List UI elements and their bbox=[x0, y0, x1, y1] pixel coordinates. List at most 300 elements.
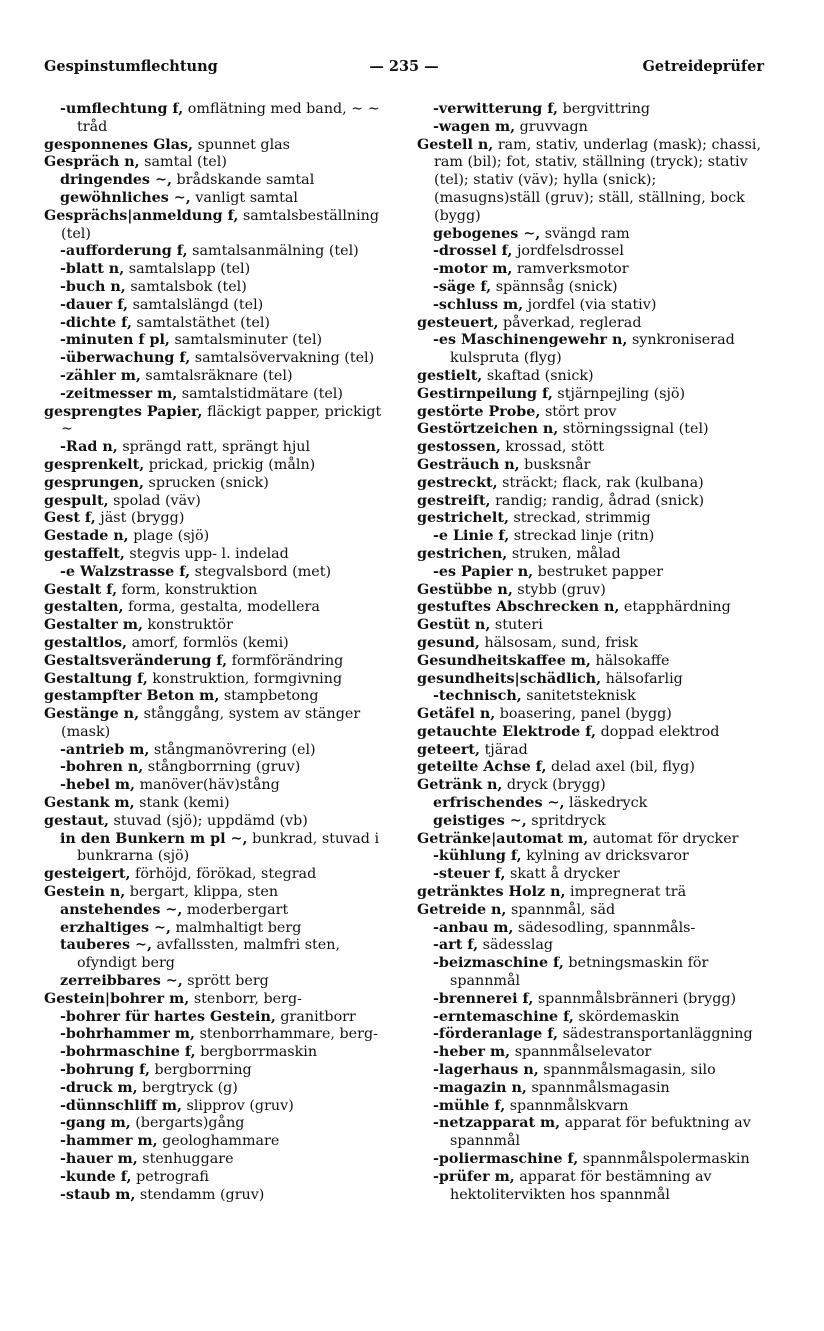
entry-term: -gang m, bbox=[60, 1115, 131, 1132]
dictionary-entry bbox=[44, 920, 396, 938]
dictionary-entry bbox=[44, 261, 396, 279]
dictionary-entry bbox=[44, 902, 396, 920]
entry-translation: spunnet glas bbox=[197, 136, 291, 153]
entry-term: -antrieb m, bbox=[60, 741, 150, 758]
entry-translation: stjärnpejling (sjö) bbox=[557, 385, 686, 402]
entry-translation: spannmålsmagasin, silo bbox=[543, 1062, 716, 1079]
entry-translation: stenhuggare bbox=[142, 1151, 234, 1168]
dictionary-entry bbox=[44, 777, 396, 795]
entry-translation: synkroniserad kulspruta (flyg) bbox=[450, 332, 735, 367]
entry-translation: jordfel (via stativ) bbox=[527, 296, 657, 313]
dictionary-entry bbox=[417, 315, 765, 333]
entry-term: Gestein|bohrer m, bbox=[44, 990, 190, 1007]
dictionary-entry bbox=[44, 1151, 396, 1169]
entry-translation: bergart, klippa, sten bbox=[129, 884, 279, 901]
entry-term: -poliermaschine f, bbox=[433, 1151, 579, 1168]
entry-translation: moderbergart bbox=[186, 901, 289, 918]
dictionary-entry bbox=[417, 582, 765, 600]
entry-term: Gestübbe n, bbox=[417, 581, 513, 598]
entry-term: -bohren n, bbox=[60, 759, 144, 776]
entry-term: -dauer f, bbox=[60, 296, 129, 313]
entry-translation: stenborrhammare, berg- bbox=[199, 1026, 378, 1043]
entry-translation: konstruktör bbox=[147, 617, 233, 634]
dictionary-entry bbox=[417, 332, 765, 368]
dictionary-entry bbox=[417, 635, 765, 653]
entry-translation: sanitetsteknisk bbox=[526, 688, 636, 705]
dictionary-entry bbox=[44, 991, 396, 1009]
page-header bbox=[44, 58, 764, 78]
entry-term: gestaut, bbox=[44, 812, 109, 829]
entry-translation: spritdryck bbox=[531, 812, 606, 829]
entry-term: gesteuert, bbox=[417, 314, 499, 331]
entry-term: -Rad n, bbox=[60, 439, 118, 456]
dictionary-entry bbox=[417, 866, 765, 884]
entry-translation: streckad, strimmig bbox=[513, 510, 651, 527]
entry-term: gestielt, bbox=[417, 367, 483, 384]
dictionary-entry bbox=[417, 1062, 765, 1080]
entry-translation: apparat för befuktning av spannmål bbox=[450, 1115, 751, 1150]
entry-term: -hammer m, bbox=[60, 1133, 158, 1150]
entry-translation: spännsåg (snick) bbox=[495, 278, 618, 295]
dictionary-entry bbox=[44, 404, 396, 440]
entry-term: -bohrhammer m, bbox=[60, 1026, 196, 1043]
entry-term: -magazin n, bbox=[433, 1079, 527, 1096]
entry-term: gesprenkelt, bbox=[44, 456, 145, 473]
dictionary-entry bbox=[44, 190, 396, 208]
entry-translation: stånggång, system av stänger (mask) bbox=[61, 706, 361, 740]
dictionary-entry bbox=[44, 475, 396, 493]
entry-term: -zeitmesser m, bbox=[60, 385, 178, 402]
entry-term: Getränke|automat m, bbox=[417, 830, 589, 847]
entry-translation: brådskande samtal bbox=[176, 172, 315, 189]
entry-translation: samtalstidmätare (tel) bbox=[181, 385, 343, 402]
entry-term: gestreckt, bbox=[417, 474, 498, 491]
entry-translation: spannmålskvarn bbox=[509, 1097, 629, 1114]
entry-term: -drossel f, bbox=[433, 243, 513, 260]
entry-translation: ramverksmotor bbox=[516, 261, 629, 278]
dictionary-entry bbox=[417, 884, 765, 902]
dictionary-entry bbox=[44, 101, 396, 137]
entry-translation: kylning av dricksvaror bbox=[526, 848, 689, 865]
dictionary-entry bbox=[417, 688, 765, 706]
entry-translation: avfallssten, malmfri sten, ofyndigt berg bbox=[77, 937, 341, 972]
dictionary-entry bbox=[44, 1115, 396, 1133]
entry-translation: bunkrad, stuvad i bunkrarna (sjö) bbox=[77, 830, 380, 865]
entry-term: -kühlung f, bbox=[433, 848, 522, 865]
dictionary-entry bbox=[44, 564, 396, 582]
dictionary-entry bbox=[44, 457, 396, 475]
entry-translation: spannmålselevator bbox=[514, 1044, 652, 1061]
entry-term: erzhaltiges ∼, bbox=[60, 919, 171, 936]
entry-term: Gestalter m, bbox=[44, 617, 143, 634]
entry-translation: bestruket papper bbox=[537, 563, 664, 580]
dictionary-entry bbox=[417, 279, 765, 297]
dictionary-entry bbox=[417, 777, 765, 795]
dictionary-entry bbox=[417, 1115, 765, 1151]
entry-translation: stegvalsbord (met) bbox=[194, 563, 332, 580]
entry-term: -zähler m, bbox=[60, 367, 141, 384]
entry-translation: amorf, formlös (kemi) bbox=[131, 634, 289, 651]
entry-term: Gestank m, bbox=[44, 795, 135, 812]
entry-translation: stybb (gruv) bbox=[517, 581, 606, 598]
entry-translation: form, konstruktion bbox=[121, 581, 258, 598]
entry-translation: stampbetong bbox=[223, 688, 319, 705]
entry-translation: omflätning med band, ∼ ∼ tråd bbox=[77, 101, 380, 135]
dictionary-entry bbox=[44, 688, 396, 706]
entry-translation: störningssignal (tel) bbox=[562, 421, 709, 438]
entry-term: getauchte Elektrode f, bbox=[417, 723, 597, 740]
entry-translation: fläckigt papper, prickigt ∼ bbox=[61, 403, 382, 438]
dictionary-entry bbox=[44, 866, 396, 884]
entry-translation: apparat för bestämning av hektolitervikten hos spannmål bbox=[450, 1168, 712, 1203]
entry-term: -bohrmaschine f, bbox=[60, 1044, 196, 1061]
entry-translation: struken, målad bbox=[511, 545, 621, 562]
entry-translation: spolad (väv) bbox=[113, 492, 201, 509]
entry-translation: manöver(häv)stång bbox=[139, 777, 280, 794]
entry-translation: slipprov (gruv) bbox=[186, 1097, 294, 1114]
dictionary-entry bbox=[44, 1009, 396, 1027]
entry-term: -bohrung f, bbox=[60, 1062, 150, 1079]
entry-term: -steuer f, bbox=[433, 866, 506, 883]
entry-translation: sprucken (snick) bbox=[148, 474, 269, 491]
entry-term: gestalten, bbox=[44, 599, 124, 616]
dictionary-entry bbox=[44, 546, 396, 564]
entry-term: dringendes ∼, bbox=[60, 172, 172, 189]
header-first-entry: Gespinstumflechtung bbox=[44, 58, 218, 75]
entry-term: gespult, bbox=[44, 492, 109, 509]
entry-translation: randig; randig, ådrad (snick) bbox=[495, 492, 705, 509]
entry-translation: vanligt samtal bbox=[195, 189, 298, 206]
dictionary-entry bbox=[44, 706, 396, 742]
entry-term: -motor m, bbox=[433, 261, 513, 278]
entry-term: Gestein n, bbox=[44, 884, 126, 901]
entry-translation: jordfelsdrossel bbox=[516, 243, 624, 260]
entry-term: Gestörtzeichen n, bbox=[417, 421, 559, 438]
dictionary-entry bbox=[44, 315, 396, 333]
entry-translation: samtalsbok (tel) bbox=[130, 278, 247, 295]
entry-translation: prickad, prickig (måln) bbox=[148, 456, 316, 473]
entry-term: -förderanlage f, bbox=[433, 1026, 559, 1043]
entry-term: Gestalt f, bbox=[44, 581, 118, 598]
entry-term: Gestaltsveränderung f, bbox=[44, 652, 228, 669]
entry-term: -schluss m, bbox=[433, 296, 524, 313]
entry-term: Gestade n, bbox=[44, 528, 129, 545]
entry-term: gestreift, bbox=[417, 492, 491, 509]
dictionary-entry bbox=[417, 848, 765, 866]
entry-translation: granitborr bbox=[280, 1008, 356, 1025]
dictionary-entry bbox=[417, 261, 765, 279]
entry-translation: (bergarts)gång bbox=[135, 1115, 245, 1132]
entry-term: zerreibbares ∼, bbox=[60, 973, 183, 990]
entry-term: gebogenes ∼, bbox=[433, 225, 541, 242]
dictionary-entry bbox=[44, 154, 396, 172]
entry-translation: sprängd ratt, sprängt hjul bbox=[122, 439, 311, 456]
entry-term: -e Linie f, bbox=[433, 528, 510, 545]
dictionary-entry bbox=[44, 653, 396, 671]
entry-translation: sprött berg bbox=[187, 973, 269, 990]
entry-translation: spannmålsmagasin bbox=[531, 1079, 670, 1096]
page-number: — 235 — bbox=[369, 58, 439, 75]
entry-translation: stångmanövrering (el) bbox=[153, 741, 316, 758]
dictionary-entry bbox=[417, 119, 765, 137]
dictionary-entry bbox=[44, 332, 396, 350]
dictionary-entry bbox=[417, 404, 765, 422]
entry-translation: gruvvagn bbox=[519, 118, 588, 135]
entry-translation: stenborr, berg- bbox=[193, 990, 302, 1007]
entry-translation: stångborrning (gruv) bbox=[147, 759, 301, 776]
entry-term: Gestüt n, bbox=[417, 617, 491, 634]
entry-translation: plage (sjö) bbox=[133, 528, 210, 545]
entry-translation: petrografi bbox=[136, 1168, 209, 1185]
entry-translation: tjärad bbox=[484, 741, 528, 758]
dictionary-entry bbox=[417, 617, 765, 635]
dictionary-entry bbox=[44, 1187, 396, 1205]
dictionary-entry bbox=[44, 386, 396, 404]
dictionary-entry bbox=[417, 724, 765, 742]
entry-term: gestörte Probe, bbox=[417, 403, 541, 420]
dictionary-entry bbox=[417, 368, 765, 386]
dictionary-entry bbox=[44, 1098, 396, 1116]
dictionary-entry bbox=[44, 350, 396, 368]
entry-term: Getäfel n, bbox=[417, 706, 496, 723]
entry-term: -blatt n, bbox=[60, 261, 125, 278]
entry-translation: hälsokaffe bbox=[595, 652, 670, 669]
dictionary-entry bbox=[44, 973, 396, 991]
dictionary-entry bbox=[417, 671, 765, 689]
dictionary-entry bbox=[417, 1044, 765, 1062]
entry-translation: stank (kemi) bbox=[139, 795, 230, 812]
dictionary-entry bbox=[417, 706, 765, 724]
dictionary-entry bbox=[417, 546, 765, 564]
entry-term: gestaltlos, bbox=[44, 634, 128, 651]
entry-translation: betningsmaskin för spannmål bbox=[450, 955, 709, 990]
dictionary-entry bbox=[417, 902, 765, 920]
dictionary-entry bbox=[417, 831, 765, 849]
entry-translation: hälsosam, sund, frisk bbox=[484, 634, 638, 651]
entry-term: Gestirnpeilung f, bbox=[417, 385, 553, 402]
dictionary-entry bbox=[44, 1080, 396, 1098]
entry-term: gesteigert, bbox=[44, 866, 131, 883]
dictionary-entry bbox=[417, 101, 765, 119]
dictionary-entry bbox=[44, 1044, 396, 1062]
entry-term: -hebel m, bbox=[60, 777, 136, 794]
dictionary-entry bbox=[417, 1151, 765, 1169]
entry-term: gestuftes Abschrecken n, bbox=[417, 599, 620, 616]
entry-term: -aufforderung f, bbox=[60, 243, 188, 260]
dictionary-entry bbox=[417, 421, 765, 439]
dictionary-entry bbox=[44, 884, 396, 902]
entry-term: -minuten f pl, bbox=[60, 332, 170, 349]
dictionary-entry bbox=[44, 297, 396, 315]
entry-term: -wagen m, bbox=[433, 118, 516, 135]
entry-term: -erntemaschine f, bbox=[433, 1008, 574, 1025]
entry-translation: skatt å drycker bbox=[510, 866, 620, 883]
entry-translation: konstruktion, formgivning bbox=[152, 670, 343, 687]
dictionary-entry bbox=[44, 1169, 396, 1187]
entry-term: gestrichen, bbox=[417, 545, 508, 562]
entry-term: -buch n, bbox=[60, 278, 126, 295]
entry-translation: sträckt; flack, rak (kulbana) bbox=[502, 474, 704, 491]
dictionary-entry bbox=[417, 297, 765, 315]
entry-translation: sädestransportanläggning bbox=[562, 1026, 753, 1043]
entry-term: -prüfer m, bbox=[433, 1168, 515, 1185]
entry-term: -überwachung f, bbox=[60, 350, 191, 367]
entry-term: in den Bunkern m pl ∼, bbox=[60, 830, 248, 847]
entry-term: gesund, bbox=[417, 634, 480, 651]
entry-term: -lagerhaus n, bbox=[433, 1062, 539, 1079]
dictionary-entry bbox=[44, 1026, 396, 1044]
entry-translation: krossad, stött bbox=[505, 439, 605, 456]
entry-term: -netzapparat m, bbox=[433, 1115, 561, 1132]
entry-translation: dryck (brygg) bbox=[506, 777, 606, 794]
entry-translation: automat för drycker bbox=[592, 830, 739, 847]
dictionary-entry bbox=[417, 599, 765, 617]
dictionary-entry bbox=[417, 243, 765, 261]
entry-translation: stuvad (sjö); uppdämd (vb) bbox=[113, 812, 308, 829]
dictionary-entry bbox=[417, 564, 765, 582]
entry-term: geistiges ∼, bbox=[433, 812, 527, 829]
entry-translation: samtalsräknare (tel) bbox=[145, 367, 293, 384]
entry-translation: skördemaskin bbox=[578, 1008, 680, 1025]
entry-term: gesundheits|schädlich, bbox=[417, 670, 602, 687]
entry-term: gestrichelt, bbox=[417, 510, 509, 527]
header-last-entry: Getreideprüfer bbox=[642, 58, 764, 75]
entry-term: Gestell n, bbox=[417, 136, 494, 153]
entry-term: -technisch, bbox=[433, 688, 522, 705]
entry-term: Getränk n, bbox=[417, 777, 503, 794]
entry-translation: stendamm (gruv) bbox=[139, 1186, 265, 1203]
dictionary-entry bbox=[44, 510, 396, 528]
dictionary-entry bbox=[44, 759, 396, 777]
entry-term: -dichte f, bbox=[60, 314, 132, 331]
entry-translation: samtalsminuter (tel) bbox=[174, 332, 323, 349]
dictionary-entry bbox=[417, 1098, 765, 1116]
entry-term: -säge f, bbox=[433, 278, 492, 295]
entry-term: Getreide n, bbox=[417, 901, 507, 918]
dictionary-entry bbox=[44, 742, 396, 760]
dictionary-entry bbox=[417, 439, 765, 457]
entry-translation: samtalsövervakning (tel) bbox=[194, 350, 375, 367]
entry-translation: stegvis upp- l. indelad bbox=[129, 545, 289, 562]
dictionary-entry bbox=[417, 386, 765, 404]
entry-term: -beizmaschine f, bbox=[433, 955, 564, 972]
entry-translation: stört prov bbox=[544, 403, 617, 420]
entry-translation: impregnerat trä bbox=[570, 884, 687, 901]
entry-translation: bergvittring bbox=[562, 101, 651, 117]
entry-translation: samtalstäthet (tel) bbox=[136, 314, 271, 331]
entry-translation: stuteri bbox=[494, 617, 543, 634]
entry-translation: påverkad, reglerad bbox=[503, 314, 642, 331]
entry-translation: spannmålspolermaskin bbox=[582, 1151, 750, 1168]
entry-translation: förhöjd, förökad, stegrad bbox=[135, 866, 317, 883]
entry-translation: spannmål, säd bbox=[510, 901, 616, 918]
entry-term: gesprungen, bbox=[44, 474, 144, 491]
entry-term: gesprengtes Papier, bbox=[44, 403, 203, 420]
entry-translation: malmhaltigt berg bbox=[175, 919, 302, 936]
entry-translation: sädesslag bbox=[482, 937, 554, 954]
entry-term: gestampfter Beton m, bbox=[44, 688, 220, 705]
dictionary-entry bbox=[417, 813, 765, 831]
entry-term: erfrischendes ∼, bbox=[433, 795, 565, 812]
entry-translation: svängd ram bbox=[544, 225, 630, 242]
entry-term: -bohrer für hartes Gestein, bbox=[60, 1008, 276, 1025]
dictionary-entry bbox=[44, 208, 396, 244]
dictionary-entry bbox=[44, 137, 396, 155]
entry-term: -es Maschinengewehr n, bbox=[433, 332, 628, 349]
entry-translation: bergtryck (g) bbox=[142, 1079, 238, 1096]
entry-term: -hauer m, bbox=[60, 1151, 138, 1168]
entry-translation: spannmålsbränneri (brygg) bbox=[537, 990, 737, 1007]
entry-term: gestaffelt, bbox=[44, 545, 125, 562]
entry-term: Gesprächs|anmeldung f, bbox=[44, 207, 239, 224]
dictionary-entry bbox=[417, 1080, 765, 1098]
entry-term: -mühle f, bbox=[433, 1097, 506, 1114]
entry-term: -verwitterung f, bbox=[433, 101, 559, 117]
entry-term: Gestänge n, bbox=[44, 706, 140, 723]
dictionary-entry bbox=[44, 795, 396, 813]
left-column bbox=[44, 101, 396, 1204]
entry-term: -staub m, bbox=[60, 1186, 136, 1203]
entry-translation: läskedryck bbox=[569, 795, 648, 812]
entry-term: geteilte Achse f, bbox=[417, 759, 547, 776]
entry-term: -druck m, bbox=[60, 1079, 138, 1096]
dictionary-entry bbox=[417, 226, 765, 244]
entry-translation: samtalslängd (tel) bbox=[132, 296, 264, 313]
entry-translation: delad axel (bil, flyg) bbox=[551, 759, 695, 776]
entry-term: gewöhnliches ∼, bbox=[60, 189, 191, 206]
dictionary-entry bbox=[417, 1169, 765, 1205]
dictionary-entry bbox=[417, 493, 765, 511]
entry-term: gesponnenes Glas, bbox=[44, 136, 194, 153]
dictionary-entry bbox=[44, 172, 396, 190]
dictionary-entry bbox=[44, 368, 396, 386]
dictionary-entry bbox=[44, 582, 396, 600]
entry-term: -brennerei f, bbox=[433, 990, 534, 1007]
dictionary-entry bbox=[44, 279, 396, 297]
dictionary-entry bbox=[44, 493, 396, 511]
dictionary-entry bbox=[417, 528, 765, 546]
entry-translation: streckad linje (ritn) bbox=[513, 528, 655, 545]
dictionary-entry bbox=[44, 937, 396, 973]
dictionary-entry bbox=[44, 243, 396, 261]
entry-term: tauberes ∼, bbox=[60, 937, 152, 954]
entry-translation: samtalslapp (tel) bbox=[128, 261, 251, 278]
entry-translation: jäst (brygg) bbox=[100, 510, 185, 527]
dictionary-entry bbox=[417, 653, 765, 671]
dictionary-entry bbox=[417, 795, 765, 813]
entry-term: -umflechtung f, bbox=[60, 101, 184, 117]
dictionary-entry bbox=[417, 475, 765, 493]
entry-term: -es Papier n, bbox=[433, 563, 534, 580]
entry-term: Gesundheitskaffee m, bbox=[417, 652, 591, 669]
dictionary-entry bbox=[44, 439, 396, 457]
entry-translation: formförändring bbox=[231, 652, 344, 669]
entry-translation: doppad elektrod bbox=[600, 723, 720, 740]
entry-term: Gespräch n, bbox=[44, 154, 140, 171]
entry-translation: samtal (tel) bbox=[144, 154, 227, 171]
dictionary-entry bbox=[44, 635, 396, 653]
entry-term: -e Walzstrasse f, bbox=[60, 563, 191, 580]
dictionary-entry bbox=[417, 1026, 765, 1044]
entry-term: getränktes Holz n, bbox=[417, 884, 566, 901]
entry-translation: busksnår bbox=[524, 456, 591, 473]
dictionary-entry bbox=[44, 617, 396, 635]
entry-translation: samtalsbeställning (tel) bbox=[61, 207, 380, 242]
entry-translation: samtalsanmälning (tel) bbox=[192, 243, 359, 260]
entry-term: -dünnschliff m, bbox=[60, 1097, 182, 1114]
dictionary-entry bbox=[417, 137, 765, 226]
dictionary-entry bbox=[417, 457, 765, 475]
